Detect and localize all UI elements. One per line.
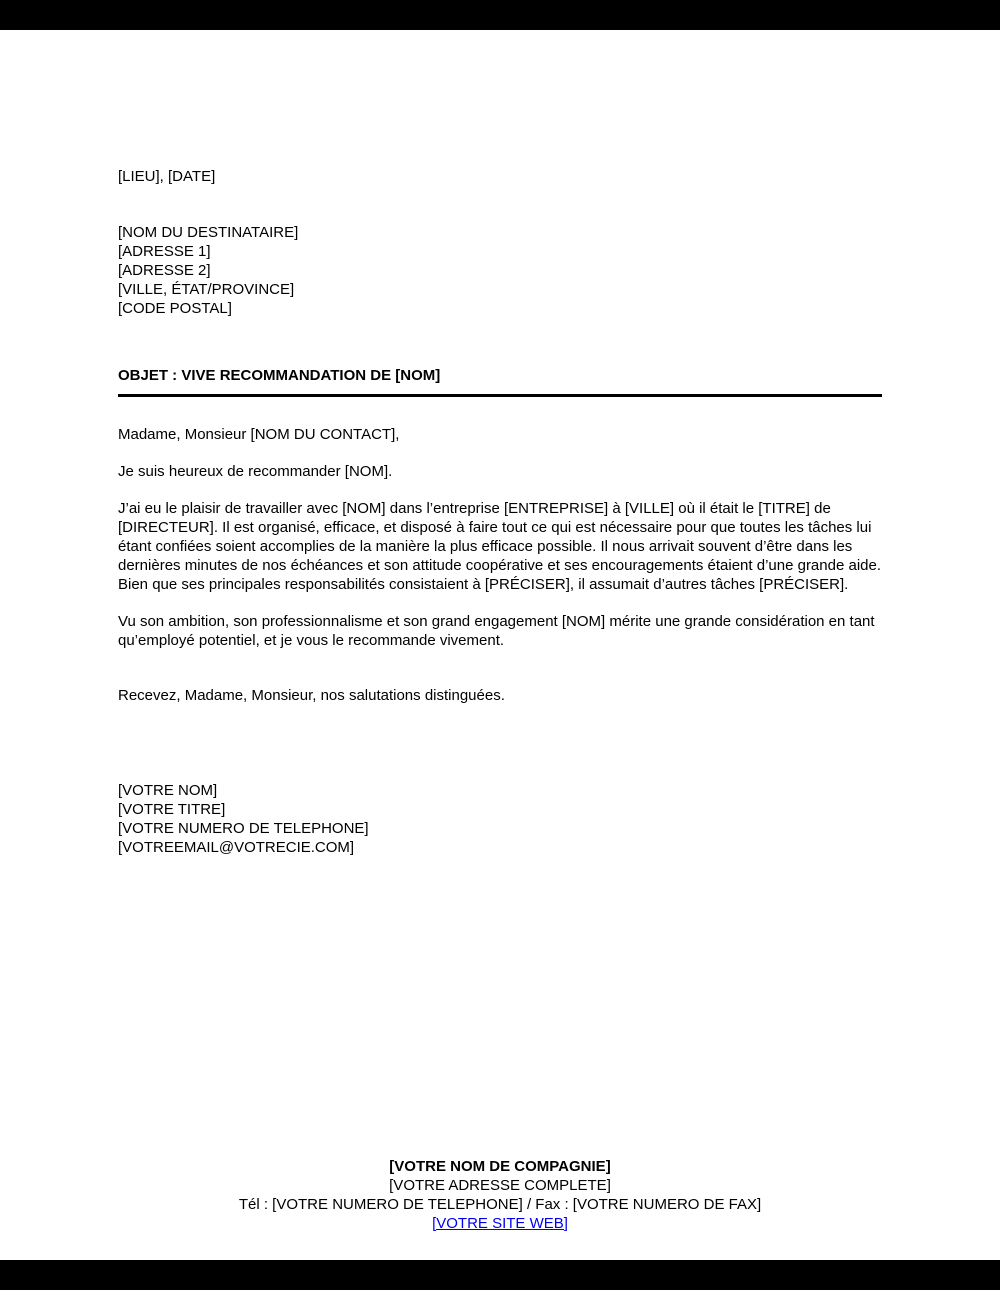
location-date: [LIEU], [DATE] [118, 168, 216, 185]
footer-address: [VOTRE ADRESSE COMPLETE] [389, 1177, 611, 1194]
signature-phone: [VOTRE NUMERO DE TELEPHONE] [118, 820, 369, 837]
recipient-name: [NOM DU DESTINATAIRE] [118, 224, 299, 241]
letter-footer [0, 1157, 1000, 1233]
signature-title: [VOTRE TITRE] [118, 801, 226, 818]
recipient-address-2: [ADRESSE 2] [118, 262, 211, 279]
signature-name: [VOTRE NOM] [118, 782, 218, 799]
footer-company-name: [VOTRE NOM DE COMPAGNIE] [389, 1158, 611, 1175]
footer-website-link[interactable]: [VOTRE SITE WEB] [432, 1215, 568, 1232]
signature-email: [VOTREEMAIL@VOTRECIE.COM] [118, 839, 355, 856]
recipient-address-1: [ADRESSE 1] [118, 243, 211, 260]
letter-content [118, 0, 882, 857]
subject-line: OBJET : VIVE RECOMMANDATION DE [NOM] [118, 367, 441, 384]
closing-line: Recevez, Madame, Monsieur, nos salutations distinguées. [118, 687, 505, 704]
paragraph-conclusion: Vu son ambition, son professionnalisme et son grand engagement [NOM] mérite une grande considération en tant qu’employé potentiel, et je vous le recommande vivement. [118, 613, 875, 649]
recipient-postal-code: [CODE POSTAL] [118, 300, 232, 317]
recipient-city-state: [VILLE, ÉTAT/PROVINCE] [118, 281, 295, 298]
paragraph-main: J’ai eu le plaisir de travailler avec [NOM] dans l’entreprise [ENTREPRISE] à [VILLE] où il était le [TITRE] de [DIRECTEUR]. Il est organisé, efficace, et disposé à faire tout ce qui est nécessaire pour que toutes les tâches lui étant confiées soient accomplies de la manière la plus efficace possible. Il nous arrivait souvent d’être dans les dernières minutes de nos échéances et son attitude coopérative et ses encouragements étaient d’une grande aide. Bien que ses principales responsabilités consistaient à [PRÉCISER], il assumait d’autres tâches [PRÉCISER]. [118, 500, 882, 593]
bottom-border-bar [0, 1260, 1000, 1290]
subject-divider [118, 394, 882, 397]
recipient-block [118, 223, 882, 318]
signature-block [118, 781, 882, 857]
footer-phone-fax: Tél : [VOTRE NUMERO DE TELEPHONE] / Fax : [VOTRE NUMERO DE FAX] [238, 1196, 762, 1213]
paragraph-intro: Je suis heureux de recommander [NOM]. [118, 463, 393, 480]
salutation: Madame, Monsieur [NOM DU CONTACT], [118, 426, 400, 443]
